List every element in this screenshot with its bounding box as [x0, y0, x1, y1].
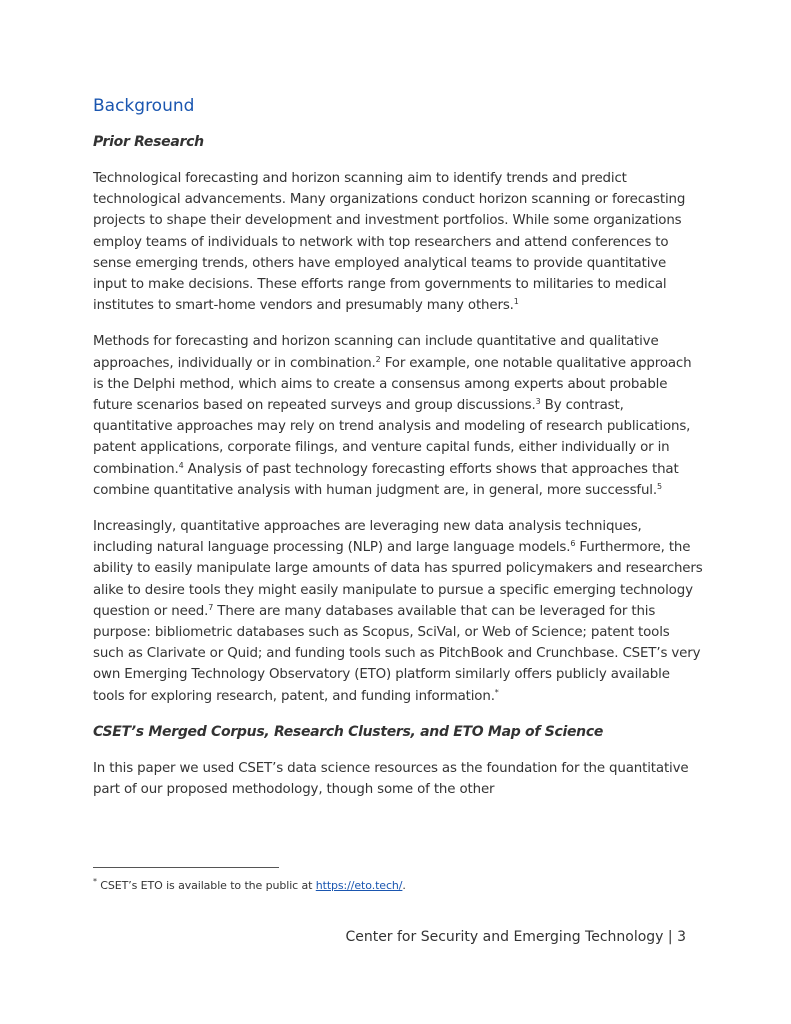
paragraph-text: Furthermore, the ability to easily manipulate large amounts of data has spurred policymakers and researchers alike to desire tools they might easily manipulate to pursue a specific emerging technology question or need. [93, 540, 703, 619]
paragraph-text: There are many databases available that can be leveraged for this purpose: bibliometric databases such as Scopus, SciVal, or Web of Science; patent tools such as Clarivate or Quid; and funding tools such as PitchBook and Crunchbase. CSET’s very own Emerging Technology Observatory (ETO) platform similarly offers publicly available tools for exploring research, patent, and funding information. [93, 603, 701, 704]
section-heading: Background [93, 96, 195, 116]
endnote-marker: 5 [656, 481, 662, 491]
endnote-marker: 4 [178, 460, 184, 470]
endnote-marker: 1 [513, 297, 519, 307]
footnote-marker: * [93, 877, 97, 886]
paragraph-text: By contrast, quantitative approaches may rely on trend analysis and modeling of research publications, patent applications, corporate filings, and venture capital funds, either individually or in combination. [93, 398, 691, 477]
eto-link[interactable]: https://eto.tech/ [315, 879, 403, 892]
paragraph-1 [93, 168, 703, 316]
page-number: 3 [677, 929, 686, 945]
paragraph-text: Analysis of past technology forecasting efforts shows that approaches that combine quantitative analysis with human judgment are, in general, more successful. [93, 461, 679, 498]
subheading-prior-research: Prior Research [93, 134, 204, 150]
footer-org: Center for Security and Emerging Technology [345, 929, 664, 945]
paragraph-text: Methods for forecasting and horizon scanning can include quantitative and qualitative approaches, individually or in combination. [93, 334, 659, 371]
footnote-divider [93, 867, 279, 868]
footnote-text: CSET’s ETO is available to the public at [96, 879, 316, 892]
endnote-marker: 7 [208, 602, 214, 612]
paragraph-text: Increasingly, quantitative approaches are leveraging new data analysis techniques, including natural language processing (NLP) and large language models. [93, 519, 642, 556]
endnote-marker: 2 [375, 354, 381, 364]
endnote-marker: 3 [535, 397, 541, 407]
footnote-marker[interactable]: * [494, 687, 499, 697]
paragraph-4: In this paper we used CSET’s data science resources as the foundation for the quantitative part of our proposed methodology, though some of the other [93, 760, 689, 798]
subheading-merged-corpus: CSET’s Merged Corpus, Research Clusters, and ETO Map of Science [93, 723, 604, 740]
endnote-marker: 6 [570, 539, 576, 549]
paragraph-text: For example, one notable qualitative approach is the Delphi method, which aims to create a consensus among experts about probable future scenarios based on repeated surveys and group discussions. [93, 355, 692, 414]
footnote-trailing: . [402, 879, 406, 892]
footer-separator: | [663, 929, 678, 945]
footnote [93, 878, 406, 893]
paragraph-text: Technological forecasting and horizon scanning aim to identify trends and predict technological advancements. Many organizations conduct horizon scanning or forecasting projects to shape their development and investment portfolios. While some organizations employ teams of individuals to network with top researchers and attend conferences to sense emerging trends, others have employed analytical teams to provide quantitative input to make decisions. These efforts range from governments to militaries to medical institutes to smart-home vendors and presumably many others. [93, 171, 686, 314]
paragraph-3 [93, 516, 703, 707]
page-footer [345, 929, 686, 945]
main-content [93, 95, 703, 815]
paragraph-2 [93, 331, 703, 501]
